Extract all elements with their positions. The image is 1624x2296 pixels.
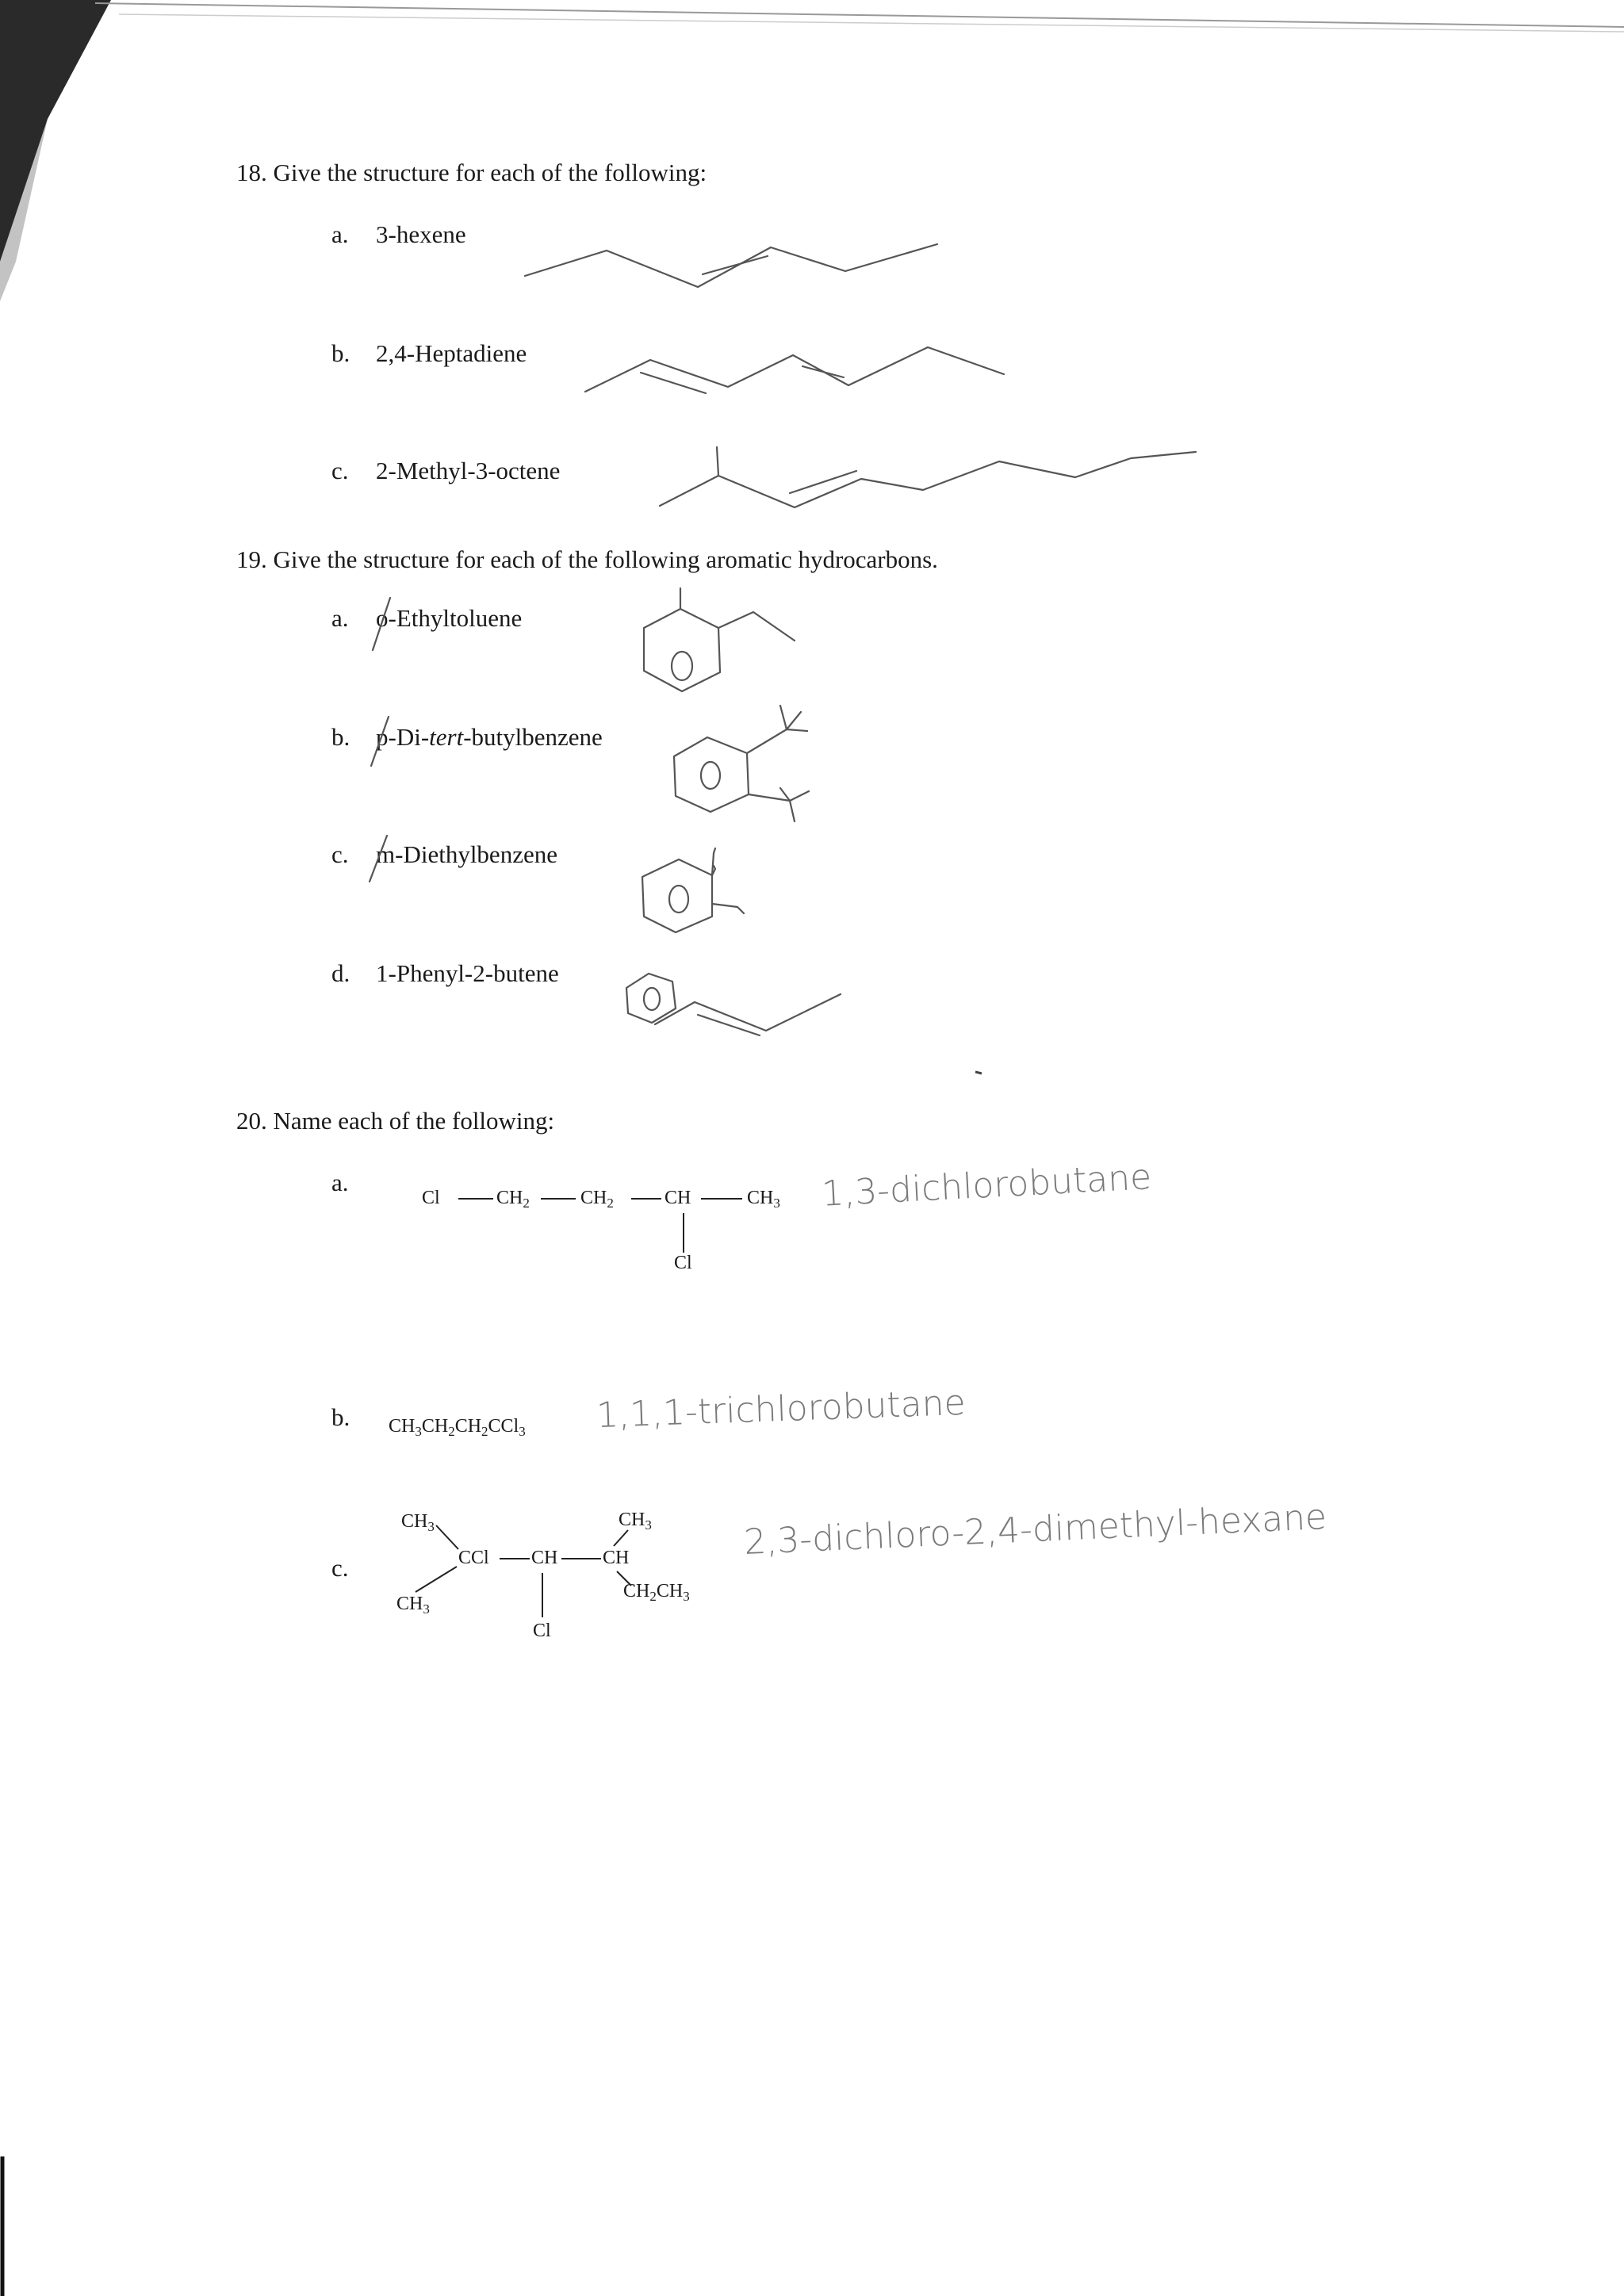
q19-item-d-name: 1-Phenyl-2-butene xyxy=(376,959,559,987)
q20-b-answer: 1,1,1-trichlorobutane xyxy=(596,1382,967,1437)
q20-a-ch3: $CH_3$ xyxy=(747,1188,780,1211)
q20-c-ch3-top-left: $CH_3$ xyxy=(401,1511,435,1534)
q19-item-c-rest: -Diethylbenzene xyxy=(395,840,557,868)
q20-c-ch-middle: CH xyxy=(531,1548,558,1568)
q19-item-a-rest: -Ethyltoluene xyxy=(388,604,523,632)
q20-a-ch2-1: $CH_2$ xyxy=(496,1188,530,1211)
q19-item-a-prefix: o xyxy=(376,604,389,632)
q19-item-b-letter: b. xyxy=(331,723,350,751)
q20-c-ch3-bottom-left: $CH_3$ xyxy=(396,1594,430,1617)
q20-c-letter: c. xyxy=(331,1554,349,1582)
q20-c-cl: Cl xyxy=(533,1621,551,1641)
q20-c-ch-right: CH xyxy=(603,1548,630,1568)
q18-item-c-letter: c. xyxy=(331,457,349,484)
q19-item-b-name-italic: tert xyxy=(429,723,464,751)
q20-a-cl-2: Cl xyxy=(674,1253,692,1273)
q20-b-formula: $CH_3CH_2CH_2CCl_3$ xyxy=(389,1416,526,1439)
q18-heading: 18. Give the structure for each of the following: xyxy=(236,159,707,186)
q20-heading: 20. Name each of the following: xyxy=(236,1107,555,1135)
q19-item-c-letter: c. xyxy=(331,840,349,868)
q19-item-d-letter: d. xyxy=(331,959,350,987)
q18-item-c-name: 2-Methyl-3-octene xyxy=(376,457,561,484)
q20-a-ch2-2: $CH_2$ xyxy=(580,1188,614,1211)
q19-heading: 19. Give the structure for each of the following aromatic hydrocarbons. xyxy=(236,545,938,573)
q20-c-ch2ch3: $CH_2CH_3$ xyxy=(623,1581,690,1604)
q18-item-a-letter: a. xyxy=(331,220,349,248)
q20-b-letter: b. xyxy=(331,1403,350,1431)
q20-a-answer: 1,3-dichlorobutane xyxy=(820,1157,1153,1215)
q18-item-a-name: 3-hexene xyxy=(376,220,466,248)
q20-c-ccl: CCl xyxy=(458,1548,489,1568)
q19-item-b-name-pre: -Di- xyxy=(388,723,430,751)
q20-c-ch3-top-right: $CH_3$ xyxy=(619,1510,652,1533)
q19-item-b-name-post: -butylbenzene xyxy=(463,723,603,751)
q19-item-a-letter: a. xyxy=(331,604,349,632)
q20-c-answer: 2,3-dichloro-2,4-dimethyl-hexane xyxy=(743,1496,1328,1563)
q19-item-b-prefix: p xyxy=(376,723,389,751)
q20-a-letter: a. xyxy=(331,1169,349,1196)
q20-a-cl-1: Cl xyxy=(422,1188,440,1208)
q18-item-b-letter: b. xyxy=(331,339,350,367)
q20-a-ch: CH xyxy=(665,1188,691,1208)
q19-item-c-prefix: m xyxy=(376,840,396,868)
q18-item-b-name: 2,4-Heptadiene xyxy=(376,339,527,367)
